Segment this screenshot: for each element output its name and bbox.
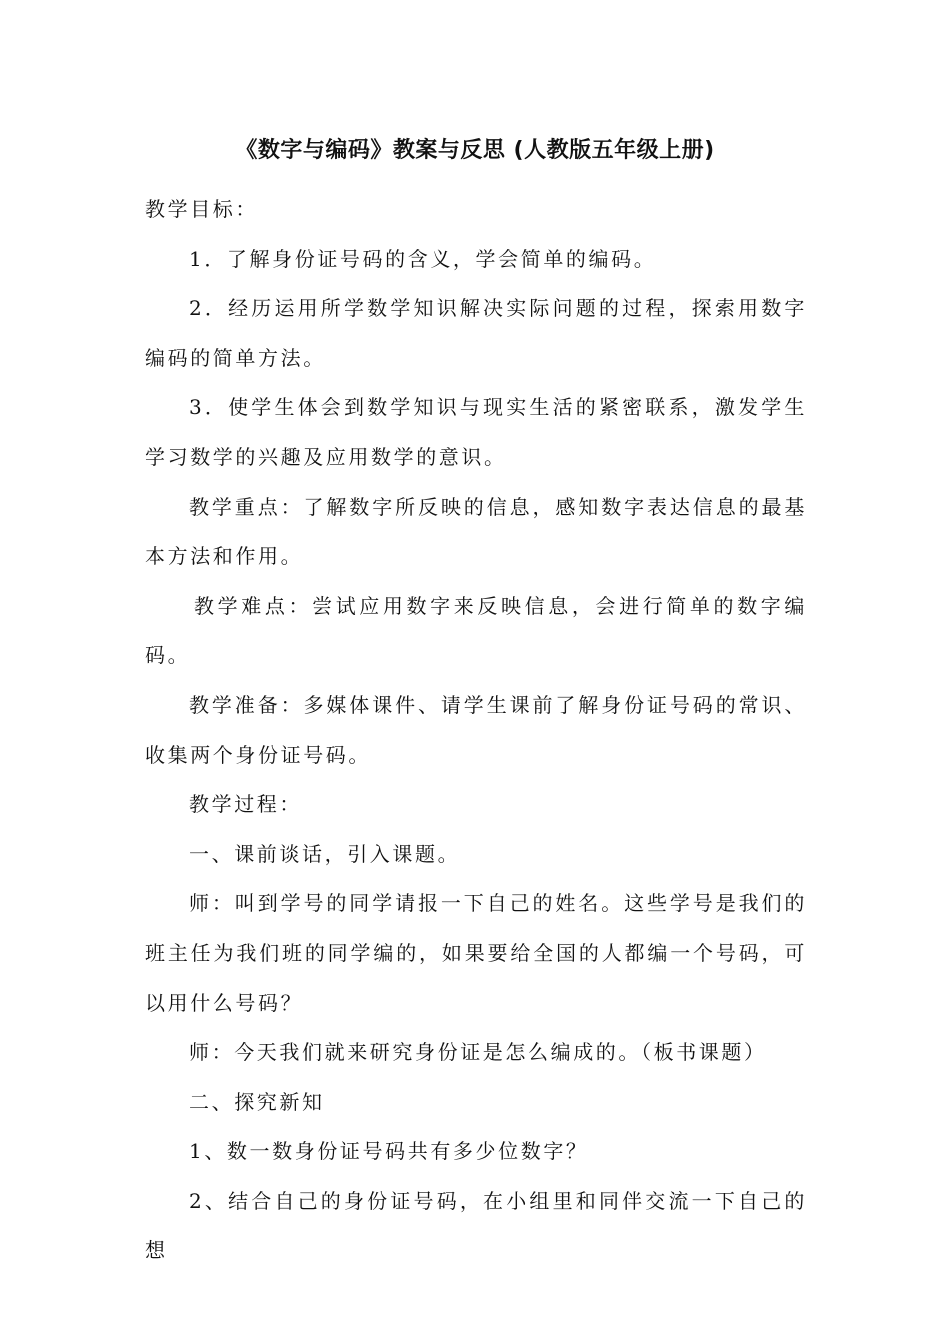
- section-1-heading: 一、课前谈话，引入课题。: [189, 841, 461, 866]
- preparation: 教学准备：多媒体课件、请学生课前了解身份证号码的常识、收集两个身份证号码。: [145, 692, 807, 767]
- step-2: 2、结合自己的身份证号码，在小组里和同伴交流一下自己的想: [145, 1188, 807, 1263]
- goal-1: 1．了解身份证号码的含义，学会简单的编码。: [189, 246, 657, 271]
- goal-3: 3．使学生体会到数学知识与现实生活的紧密联系，激发学生学习数学的兴趣及应用数学的意识。: [145, 395, 807, 469]
- goals-heading: 教学目标：: [145, 197, 258, 221]
- document-body: [145, 185, 807, 1276]
- document-title: 《数字与编码》教案与反思 (人教版五年级上册): [235, 138, 715, 163]
- teacher-paragraph-1: 师：叫到学号的同学请报一下自己的姓名。这些学号是我们的班主任为我们班的同学编的，如果要给全国的人都编一个号码，可以用什么号码？: [145, 891, 807, 1015]
- key-point: 教学重点：了解数字所反映的信息，感知数字表达信息的最基本方法和作用。: [145, 494, 807, 569]
- section-2-heading: 二、探究新知: [189, 1089, 325, 1114]
- process-heading: 教学过程：: [189, 792, 302, 817]
- difficulty: 教学难点：尝试应用数字来反映信息，会进行简单的数字编码。: [145, 593, 807, 668]
- teacher-paragraph-2: 师：今天我们就来研究身份证是怎么编成的。（板书课题）: [189, 1040, 767, 1065]
- goal-2: 2．经历运用所学数学知识解决实际问题的过程，探索用数字编码的简单方法。: [145, 296, 807, 370]
- step-1: 1、数一数身份证号码共有多少位数字？: [189, 1139, 589, 1164]
